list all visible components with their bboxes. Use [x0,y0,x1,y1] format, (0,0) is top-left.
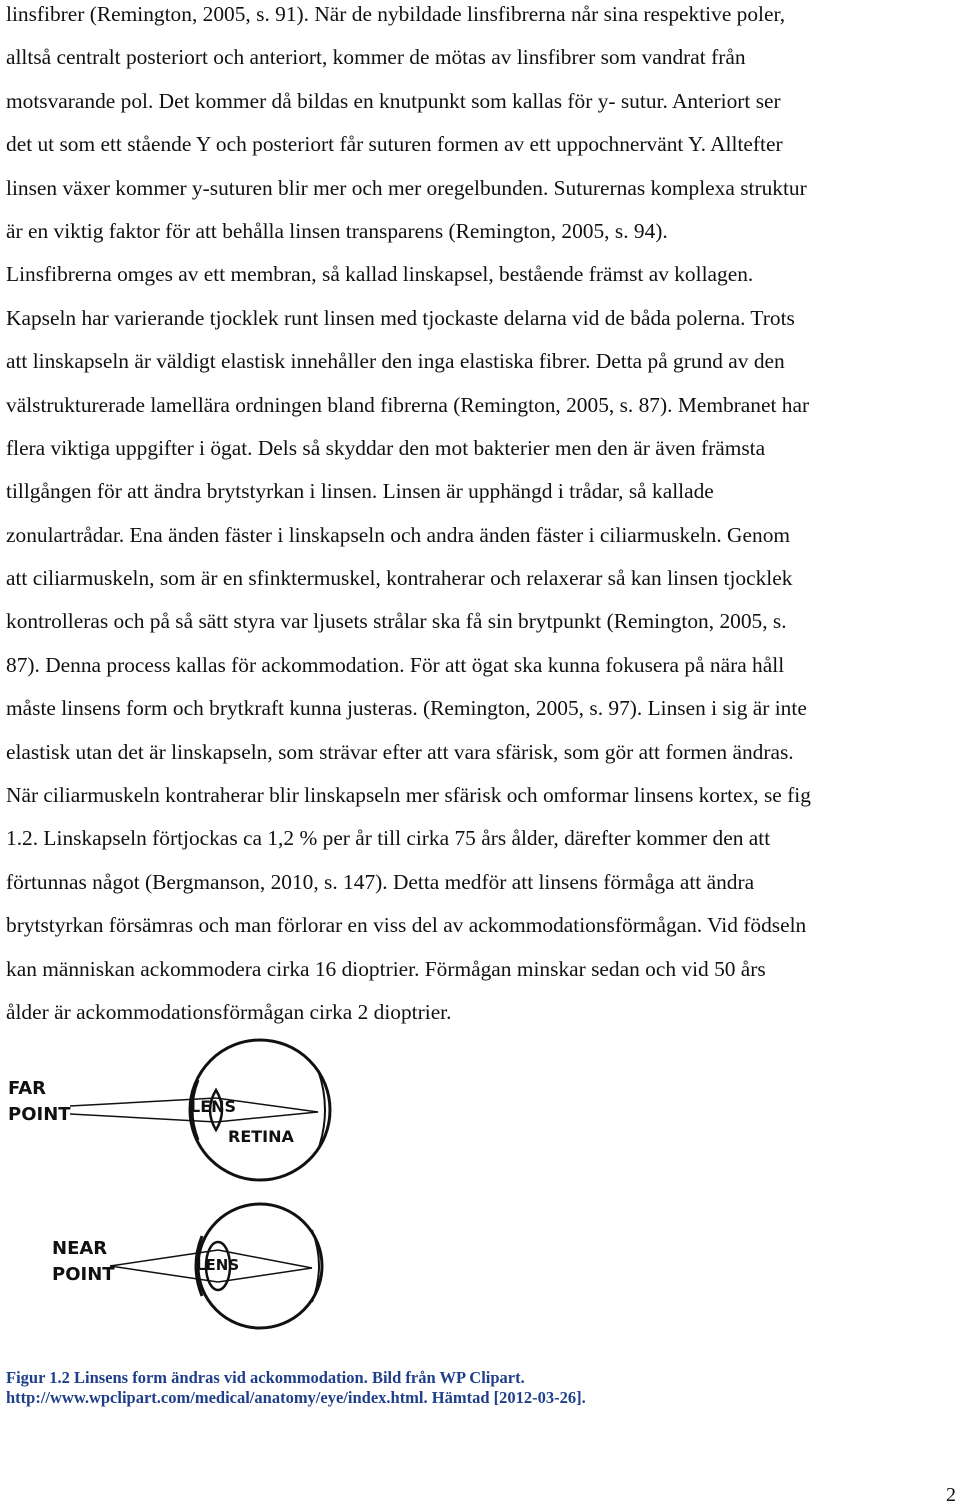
text-line: det ut som ett stående Y och posteriort får suturen formen av ett uppochnervänt Y. Alltefter [6,132,783,157]
far-label-line1: FAR [8,1078,47,1099]
text-line: att ciliarmuskeln, som är en sfinktermuskel, kontraherar och relaxerar så kan linsen tjocklek [6,566,793,591]
text-line: kan människan ackommodera cirka 16 dioptrier. Förmågan minskar sedan och vid 50 års [6,956,766,981]
text-line: brytstyrkan försämras och man förlorar en viss del av ackommodationsförmågan. Vid födseln [6,913,807,938]
text-line: När ciliarmuskeln kontraherar blir linskapseln mer sfärisk och omformar linsens kortex, se fig [6,783,811,808]
text-line: linsfibrer (Remington, 2005, s. 91). När de nybildade linsfibrerna når sina respektive poler, [6,2,786,26]
text-line: 87). Denna process kallas för ackommodation. För att ögat ska kunna fokusera på nära håll [6,652,785,677]
text-line: att linskapseln är väldigt elastisk innehåller den inga elastiska fibrer. Detta på grund av den [6,349,785,374]
retina-label: RETINA [228,1127,294,1146]
body-text [6,0,960,1034]
lens-label-bottom: LENS [196,1256,240,1274]
text-line: flera viktiga uppgifter i ögat. Dels så skyddar den mot bakterier men den är även främsta [6,435,766,460]
text-line: måste linsens form och brytkraft kunna justeras. (Remington, 2005, s. 97). Linsen i sig är inte [6,696,807,721]
text-line: 1.2. Linskapseln förtjockas ca 1,2 % per år till cirka 75 års ålder, därefter kommer den att [6,826,771,851]
text-line: linsen växer kommer y-suturen blir mer och mer oregelbunden. Suturernas komplexa struktur [6,175,807,200]
caption-line-1: Figur 1.2 Linsens form ändras vid ackommodation. Bild från WP Clipart. [6,1368,525,1387]
text-line: välstrukturerade lamellära ordningen bland fibrerna (Remington, 2005, s. 87). Membranet har [6,392,810,417]
text-line: tillgången för att ändra brytstyrkan i linsen. Linsen är upphängd i trådar, så kallade [6,479,714,504]
text-line: Kapseln har varierande tjocklek runt linsen med tjockaste delarna vid de båda polerna. Trots [6,305,795,330]
eye-diagram [0,1030,420,1340]
text-line: elastisk utan det är linskapseln, som strävar efter att vara sfärisk, som gör att formen ändras. [6,739,794,764]
text-line: alltså centralt posteriort och anteriort, kommer de mötas av linsfibrer som vandrat från [6,45,746,70]
text-line: är en viktig faktor för att behålla linsen transparens (Remington, 2005, s. 94). [6,218,668,243]
lens-label-top: LENS [190,1097,237,1116]
near-label-line2: POINT [52,1264,115,1285]
text-line: kontrolleras och på så sätt styra var ljusets strålar ska få sin brytpunkt (Remington, 2005, s. [6,609,787,634]
caption-line-2: http://www.wpclipart.com/medical/anatomy/eye/index.html. Hämtad [2012-03-26]. [6,1388,586,1407]
eye-accommodation-figure [0,1030,420,1340]
near-label-line1: NEAR [52,1238,108,1259]
text-line: ålder är ackommodationsförmågan cirka 2 dioptrier. [6,999,452,1024]
far-label-line2: POINT [8,1104,71,1125]
figure-caption [6,1368,586,1408]
text-line: zonulartrådar. Ena änden fäster i linskapseln och andra änden fäster i ciliarmuskeln. Genom [6,522,791,547]
text-line: Linsfibrerna omges av ett membran, så kallad linskapsel, bestående främst av kollagen. [6,262,754,287]
text-line: förtunnas något (Bergmanson, 2010, s. 147). Detta medför att linsens förmåga att ändra [6,869,755,894]
text-line: motsvarande pol. Det kommer då bildas en knutpunkt som kallas för y- sutur. Anteriort ser [6,88,781,113]
page-number: 2 [946,1484,956,1506]
